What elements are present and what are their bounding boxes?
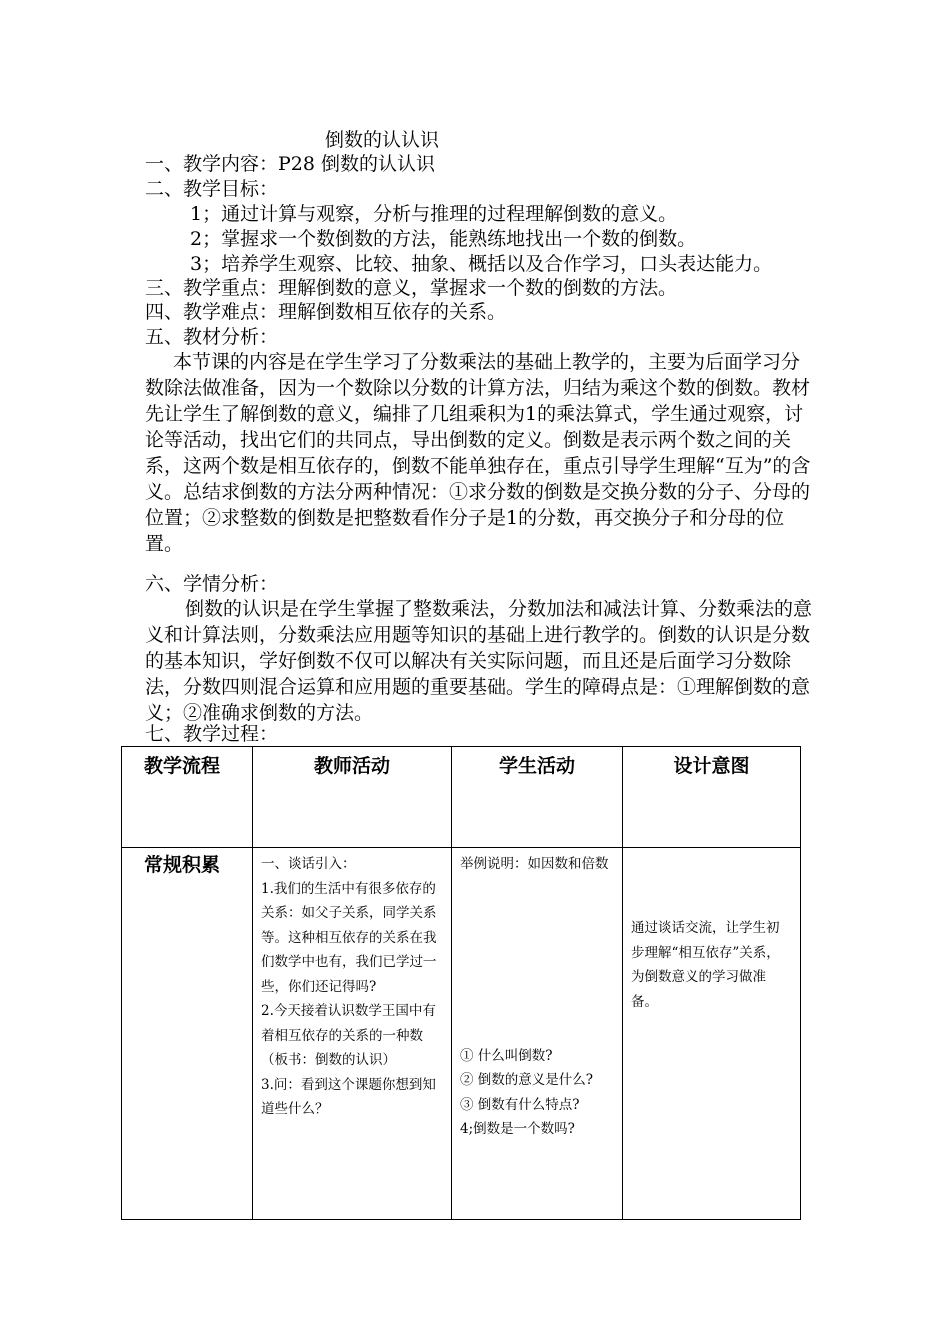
design-intent-cell: 通过谈话交流，让学生初步理解“相互依存”关系，为倒数意义的学习做准备。 [623,848,801,1220]
learning-paragraph: 倒数的认识是在学生掌握了整数乘法，分数加法和减法计算、分数乘法的意义和计算法则，分数乘法应用题等知识的基础上进行教学的。倒数的认识是分数的基本知识，学好倒数不仅可以解决有关实际问题，而且还是后面学习分数除法，分数四则混合运算和应用题的重要基础。学生的障碍点是：①理解倒数的意义；②准确求倒数的方法。 [145,598,813,724]
student-question: ① 什么叫倒数? [460,1047,553,1064]
teacher-activity-cell [253,848,452,1220]
table-header-row [122,747,801,848]
goal-item: 2；掌握求一个数倒数的方法，能熟练地找出一个数的倒数。 [190,228,697,250]
section-process-heading: 七、教学过程： [145,723,279,745]
section-key-point: 三、教学重点：理解倒数的意义，掌握求一个数的倒数的方法。 [145,277,678,299]
section-goals-heading: 二、教学目标： [145,178,279,200]
student-question: 4;倒数是一个数吗? [460,1121,575,1137]
student-question: ③ 倒数有什么特点? [460,1096,580,1113]
section-analysis-heading: 五、教材分析： [145,326,279,348]
goal-item: 3；培养学生观察、比较、抽象、概括以及合作学习，口头表达能力。 [190,253,773,275]
teaching-process-table [121,746,801,1220]
student-example: 举例说明：如因数和倍数 [460,856,609,872]
analysis-paragraph: 本节课的内容是在学生学习了分数乘法的基础上教学的，主要为后面学习分数除法做准备，因为一个数除以分数的计算方法，归结为乘这个数的倒数。教材先让学生了解倒数的意义，编排了几组乘积为1的乘法算式，学生通过观察，讨论等活动，找出它们的共同点，导出倒数的定义。倒数是表示两个数之间的关系，这两个数是相互依存的，倒数不能单独存在，重点引导学生理解“互为”的含义。总结求倒数的方法分两种情况：①求分数的倒数是交换分数的分子、分母的位置；②求整数的倒数是把整数看作分子是1的分数，再交换分子和分母的位置。 [145,351,811,555]
section-learning-heading: 六、学情分析： [145,573,279,595]
teacher-line: 2.今天接着认识数学王国中有着相互依存的关系的一种数（板书：倒数的认识） [261,1003,436,1068]
student-activity-cell [452,848,623,1220]
header-intent: 设计意图 [623,747,801,848]
teacher-line: 1.我们的生活中有很多依存的关系：如父子关系，同学关系等。这种相互依存的关系在我们数学中也有，我们已学过一些，你们还记得吗? [261,880,437,995]
table-row [122,848,801,1220]
document-title: 倒数的认认识 [325,129,440,151]
student-question: ② 倒数的意义是什么? [460,1072,594,1088]
teacher-line: 一、谈话引入： [261,856,356,872]
header-flow: 教学流程 [122,747,253,848]
header-student: 学生活动 [452,747,623,848]
header-teacher: 教师活动 [253,747,452,848]
goal-item: 1；通过计算与观察，分析与推理的过程理解倒数的意义。 [190,203,678,225]
section-difficulty: 四、教学难点：理解倒数相互依存的关系。 [145,301,507,323]
stage-cell: 常规积累 [122,848,253,1220]
teacher-line: 3.问：看到这个课题你想到知道些什么？ [261,1076,436,1117]
section-content: 一、教学内容：P28 倒数的认认识 [145,153,436,175]
